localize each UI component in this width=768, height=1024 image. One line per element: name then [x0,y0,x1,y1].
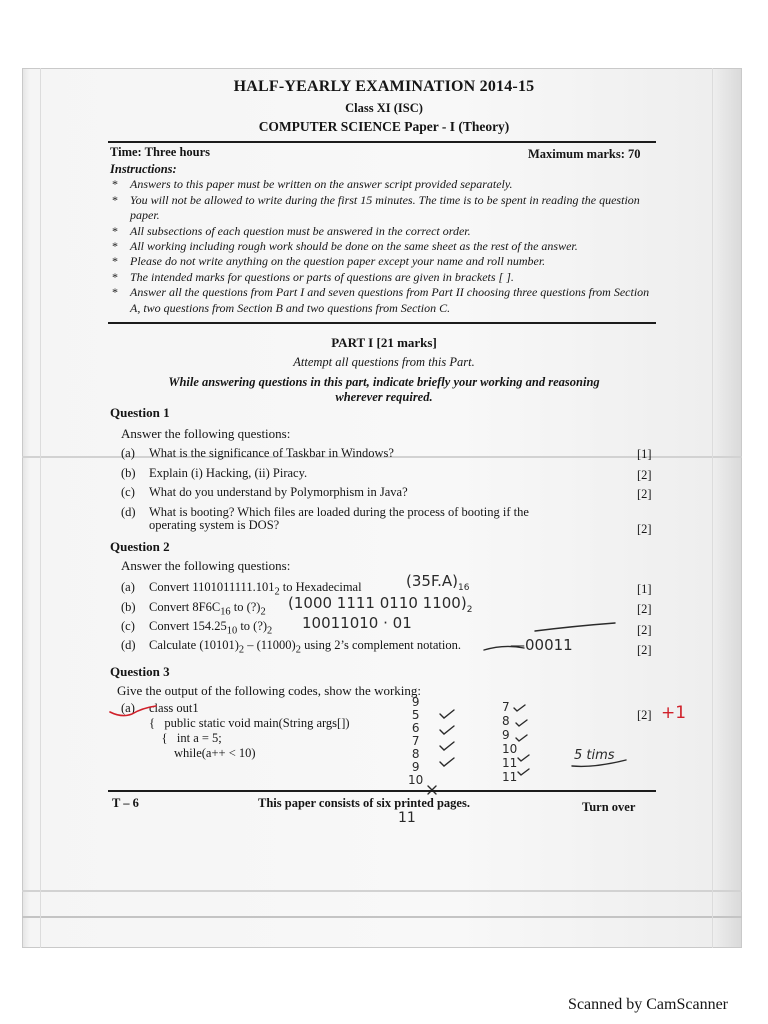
question-3-prompt: Give the output of the following codes, show the working: [117,683,422,698]
part1-note-line2: wherever required. [335,390,433,404]
item-label: (a) [121,580,135,594]
time-label: Time: Three hours [110,145,211,159]
tick-mark [440,758,454,766]
subscript: 2 [274,586,280,598]
marks-badge: [2] [637,468,652,482]
item-text: using 2’s complement notation. [300,638,461,652]
handwritten-number: 7 [502,700,510,714]
q1-item-d-cont: operating system is DOS? [149,518,280,532]
item-label: (c) [121,485,135,499]
handwritten-number: 11 [502,770,518,784]
instruction-item: * Please do not write anything on the question paper except your name and roll number. [110,254,660,269]
item-text: Convert 1101011111.101 [149,580,275,594]
q3-item-label: (a) [121,701,135,715]
code-line: { public static void main(String args[]) [149,716,350,730]
instruction-item: * Answer all the questions from Part I and seven questions from Part II choosing three questions from Section A, two questions from Section B and two questions from Section C. [110,285,660,316]
code-line: while(a++ < 10) [149,746,256,760]
marks-badge: [2] [637,623,652,637]
underline-stroke [535,623,615,631]
tick-mark [516,720,527,726]
marks-badge: [1] [637,582,652,596]
handwritten-subscript: 2 [466,605,473,615]
class-name: Class XI (ISC) [345,101,423,115]
item-label: (b) [121,466,136,480]
instructions-heading: Instructions: [110,162,177,176]
handwritten-number: 8 [411,747,420,761]
item-text: to (?) [237,619,268,633]
footer-pages-note: This paper consists of six printed pages. [258,796,470,810]
red-tick-mark [110,706,156,716]
marks-badge: [2] [637,708,652,722]
handwritten-number: 9 [411,760,420,774]
item-text: What is the significance of Taskbar in Windows? [149,446,394,460]
handwritten-number: 10 [502,742,518,756]
subject-title: COMPUTER SCIENCE Paper - I (Theory) [258,119,510,134]
instruction-item: * Answers to this paper must be written on the answer script provided separately. [110,177,660,192]
marks-badge: [2] [637,522,652,536]
instruction-item: * You will not be allowed to write during the first 15 minutes. The time is to be spent in reading the question paper. [110,193,660,224]
instruction-item: * All subsections of each question must be answered in the correct order. [110,224,660,239]
subscript: 16 [220,606,231,618]
item-text: Explain (i) Hacking, (ii) Piracy. [149,466,308,480]
marks-badge: [2] [637,487,652,501]
handwritten-answer: 10011010 · 01 [302,614,412,632]
item-label: (c) [121,619,135,633]
max-marks-label: Maximum marks: 70 [528,147,641,161]
handwritten-subscript: 16 [458,583,470,593]
handwritten-number: 7 [411,734,420,748]
handwritten-number: 8 [502,714,510,728]
tick-mark [440,710,454,718]
part1-note-line1: While answering questions in this part, indicate briefly your working and reasoning [168,375,600,389]
handwritten-number: 10 [408,773,424,787]
item-text: What is booting? Which files are loaded during the process of booting if the [149,505,529,519]
item-label: (a) [121,446,135,460]
handwritten-score: +1 [661,703,687,723]
part1-subtitle: Attempt all questions from this Part. [293,355,475,369]
exam-title: HALF-YEARLY EXAMINATION 2014-15 [233,78,535,95]
subscript: 2 [295,644,301,656]
item-text: Calculate (10101) [149,638,239,652]
scanner-watermark: Scanned by CamScanner [568,996,728,1013]
item-text: to Hexadecimal [279,580,362,594]
handwritten-number: 9 [411,695,420,709]
instruction-item: * All working including rough work should be done on the same sheet as the rest of the answer. [110,239,660,254]
handwritten-text: (1000 1111 0110 1100) [288,594,467,612]
part1-title: PART I [21 marks] [331,335,437,350]
item-text: – (11000) [244,638,296,652]
tick-mark [518,755,529,761]
instruction-item: * The intended marks for questions or parts of questions are given in brackets [ ]. [110,270,660,285]
subscript: 10 [226,625,238,637]
marks-badge: [2] [637,602,652,616]
handwritten-text: (35F.A) [406,572,459,590]
handwritten-number: 6 [411,721,420,735]
item-text: Convert 8F6C [149,600,221,614]
subscript: 2 [238,644,245,656]
subscript: 2 [260,606,266,618]
tick-mark [514,705,525,711]
handwritten-digits: 11 [398,810,416,826]
tick-mark [440,726,454,734]
handwritten-number: 5 [411,708,420,722]
marks-badge: [2] [637,643,652,657]
question-1-prompt: Answer the following questions: [121,426,291,441]
handwritten-answer: —00011 [510,636,573,654]
handwritten-note: 5 tims [574,748,615,763]
item-text: to (?) [230,600,261,614]
code-line: class out1 [149,701,199,715]
question-1-title: Question 1 [110,405,170,420]
tick-mark [516,735,527,741]
footer-code: T – 6 [112,796,139,810]
question-3-title: Question 3 [110,664,170,679]
underline-stroke [484,646,524,650]
tick-mark [518,769,529,775]
footer-turn-over: Turn over [582,800,636,814]
item-text: Convert 154.25 [149,619,227,633]
code-line: { int a = 5; [149,731,222,745]
item-label: (d) [121,505,136,519]
handwritten-number: 9 [502,728,510,742]
marks-badge: [1] [637,447,652,461]
item-text: What do you understand by Polymorphism in Java? [149,485,408,499]
question-2-prompt: Answer the following questions: [121,558,291,573]
footer-rule [108,790,656,792]
item-label: (d) [121,638,136,652]
item-label: (b) [121,600,136,614]
tick-mark [440,742,454,750]
question-2-title: Question 2 [110,539,170,554]
handwritten-number: 11 [502,756,518,770]
subscript: 2 [267,625,273,637]
